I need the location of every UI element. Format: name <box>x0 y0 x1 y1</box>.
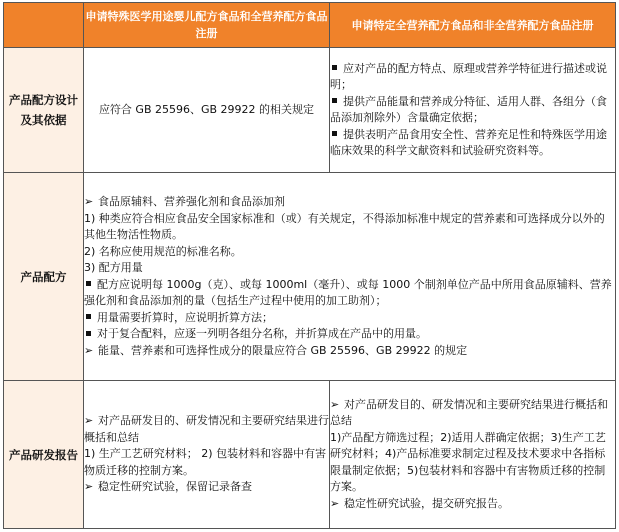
list-item: 对于复合配料，应逐一列明各组分名称，并折算成在产品中的用量。 <box>84 326 615 343</box>
list-item: ➢ 稳定性研究试验，保留记录备查 <box>84 479 329 496</box>
row-formula <box>4 173 616 381</box>
row-label-report: 产品研发报告 <box>4 381 84 529</box>
header-specific-full-and-nonfull-nutrition: 申请特定全营养配方食品和非全营养配方食品注册 <box>330 3 616 48</box>
bullet-square-icon <box>332 131 337 136</box>
list-item: 提供产品能量和营养成分特征、适用人群、各组分（食品添加剂除外）含量确定依据； <box>330 94 607 124</box>
list-item: 1)产品配方筛选过程；2)适用人群确定依据；3)生产工艺研究材料；4)产品标准要求制定过程及技术要求中各指标限量制定依据；5)包装材料和容器中有害物质迁移的控制方案。 <box>330 430 606 494</box>
row-label-formula: 产品配方 <box>4 173 84 381</box>
bullet-square-icon <box>86 281 91 286</box>
arrow-bullet-icon: ➢ <box>84 343 94 357</box>
registration-comparison-table <box>3 2 616 529</box>
list-item: 3) 配方用量 <box>84 261 143 274</box>
header-empty-cell <box>4 3 84 48</box>
bullet-square-icon <box>332 98 337 103</box>
formula-requirements <box>84 173 616 381</box>
formula-design-standard-text: 应符合 GB 25596、GB 29922 的相关规定 <box>84 48 330 173</box>
list-item: ➢ 对产品研发目的、研发情况和主要研究结果进行概括和总结 <box>84 414 329 444</box>
arrow-bullet-icon: ➢ <box>84 414 94 428</box>
report-col3 <box>330 381 616 529</box>
list-item: 用量需要折算时，应说明折算方法； <box>84 310 615 327</box>
list-item: 配方应说明每 1000g（克）、或每 1000ml（毫升）、或每 1000 个制剂单位产品中所用食品原辅料、营养强化剂和食品添加剂的量（包括生产过程中使用的加工助剂）； <box>84 277 612 307</box>
list-item: ➢ 能量、营养素和可选择性成分的限量应符合 GB 25596、GB 29922 的规定 <box>84 343 615 360</box>
list-item: 1) 种类应符合相应食品安全国家标准和（或）有关规定，不得添加标准中规定的营养素和可选择成分以外的其他生物活性物质。 <box>84 211 605 241</box>
bullet-square-icon <box>86 331 91 336</box>
row-label-formula-design: 产品配方设计及其依据 <box>4 48 84 173</box>
row-formula-design <box>4 48 616 173</box>
header-row <box>4 3 616 48</box>
header-special-infant-and-full-nutrition: 申请特殊医学用途婴儿配方食品和全营养配方食品注册 <box>84 3 330 48</box>
arrow-bullet-icon: ➢ <box>84 480 94 494</box>
list-item: ➢ 食品原辅料、营养强化剂和食品添加剂 <box>84 194 615 211</box>
bullet-square-icon <box>332 65 337 70</box>
list-item: ➢ 稳定性研究试验，提交研究报告。 <box>330 496 615 513</box>
arrow-bullet-icon: ➢ <box>84 195 94 208</box>
report-col2 <box>84 381 330 529</box>
row-report <box>4 381 616 529</box>
arrow-bullet-icon: ➢ <box>330 397 340 411</box>
list-item: ➢ 对产品研发目的、研发情况和主要研究结果进行概括和总结 <box>330 397 608 428</box>
list-item: 提供表明产品食用安全性、营养充足性和特殊医学用途临床效果的科学文献资料和试验研究资料等。 <box>330 127 607 157</box>
formula-design-requirements <box>330 48 616 173</box>
arrow-bullet-icon: ➢ <box>330 496 340 510</box>
list-item: 1) 生产工艺研究材料； 2) 包装材料和容器中有害物质迁移的控制方案。 <box>84 447 327 477</box>
bullet-square-icon <box>86 314 91 319</box>
list-item: 2) 名称应使用规范的标准名称。 <box>84 244 242 258</box>
list-item: 应对产品的配方特点、原理或营养学特征进行描述或说明； <box>330 61 607 91</box>
